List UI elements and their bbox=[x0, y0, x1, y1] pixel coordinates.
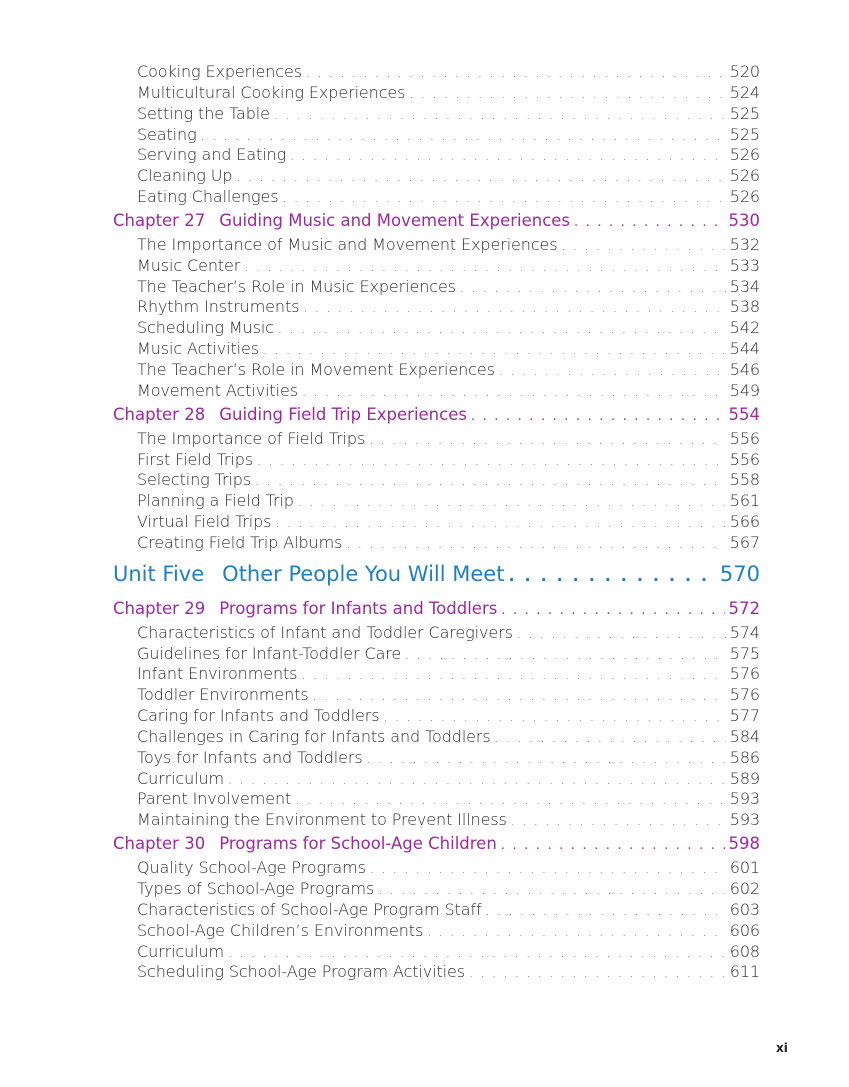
toc-entry[interactable] bbox=[137, 962, 760, 983]
toc-entry[interactable] bbox=[137, 727, 760, 748]
toc-entry[interactable] bbox=[137, 789, 760, 810]
chapter-name: Programs for School-Age Children bbox=[219, 834, 497, 854]
dot-leader bbox=[295, 793, 726, 808]
entry-title: Scheduling Music bbox=[137, 318, 274, 338]
toc-entry[interactable] bbox=[137, 685, 760, 706]
toc-entry[interactable] bbox=[137, 318, 760, 339]
toc-entry[interactable] bbox=[137, 339, 760, 360]
entry-title: Seating bbox=[137, 124, 197, 144]
chapter-number: Chapter 29 bbox=[113, 598, 206, 618]
entry-page: 566 bbox=[729, 512, 760, 532]
dot-leader bbox=[346, 537, 725, 552]
toc-entry[interactable] bbox=[137, 623, 760, 644]
entry-page: 603 bbox=[729, 899, 760, 919]
entry-page: 589 bbox=[729, 768, 760, 788]
toc-entry[interactable] bbox=[137, 104, 760, 125]
dot-leader bbox=[263, 343, 726, 358]
dot-leader bbox=[501, 838, 725, 853]
entry-page: 546 bbox=[729, 359, 760, 379]
dot-leader bbox=[257, 454, 726, 469]
dot-leader bbox=[201, 129, 726, 144]
entry-title: Movement Activities bbox=[137, 380, 298, 400]
entry-title: First Field Trips bbox=[137, 449, 254, 469]
entry-page: 575 bbox=[729, 643, 760, 663]
entry-page: 538 bbox=[729, 297, 760, 317]
entry-title: Scheduling School-Age Program Activities bbox=[137, 962, 466, 982]
dot-leader bbox=[511, 814, 726, 829]
entry-title: Parent Involvement bbox=[137, 789, 292, 809]
entry-title: Serving and Eating bbox=[137, 145, 287, 165]
entry-title: The Importance of Music and Movement Experiences bbox=[137, 234, 558, 254]
entry-title: Characteristics of Infant and Toddler Caregivers bbox=[137, 622, 513, 642]
toc-entry[interactable] bbox=[137, 810, 760, 831]
toc-entry[interactable] bbox=[137, 664, 760, 685]
dot-leader bbox=[290, 149, 726, 164]
entry-title: Cooking Experiences bbox=[137, 62, 302, 81]
chapter-name: Guiding Field Trip Experiences bbox=[219, 404, 467, 424]
entry-title: Guidelines for Infant-Toddler Care bbox=[137, 643, 402, 663]
toc-entry[interactable] bbox=[137, 921, 760, 942]
entry-title: Setting the Table bbox=[137, 103, 270, 123]
entry-page: 549 bbox=[729, 380, 760, 400]
entry-page: 525 bbox=[729, 103, 760, 123]
chapter-heading-28[interactable] bbox=[113, 405, 760, 429]
toc-entry[interactable] bbox=[137, 748, 760, 769]
dot-leader bbox=[508, 566, 715, 585]
toc-entry[interactable] bbox=[137, 381, 760, 402]
toc-entry[interactable] bbox=[137, 256, 760, 277]
entry-page: 544 bbox=[729, 339, 760, 359]
chapter-name: Programs for Infants and Toddlers bbox=[219, 598, 498, 618]
chapter-title bbox=[113, 405, 467, 424]
entry-title: Maintaining the Environment to Prevent Illness bbox=[137, 810, 507, 830]
toc-entry[interactable] bbox=[137, 900, 760, 921]
toc-entry[interactable] bbox=[137, 277, 760, 298]
entry-title: Toddler Environments bbox=[137, 685, 309, 705]
entry-page: 556 bbox=[729, 428, 760, 448]
dot-leader bbox=[469, 966, 726, 981]
dot-leader bbox=[427, 925, 726, 940]
chapter-page: 530 bbox=[728, 210, 760, 230]
entry-title: Characteristics of School-Age Program Staff bbox=[137, 899, 482, 919]
entry-title: Creating Field Trip Albums bbox=[137, 532, 343, 552]
toc-entry[interactable] bbox=[137, 235, 760, 256]
dot-leader bbox=[499, 364, 726, 379]
toc-entry[interactable] bbox=[137, 879, 760, 900]
chapter-page: 598 bbox=[728, 834, 760, 854]
unit-name: Other People You Will Meet bbox=[222, 561, 505, 586]
toc-entry[interactable] bbox=[137, 297, 760, 318]
dot-leader bbox=[384, 710, 726, 725]
toc-entry[interactable] bbox=[137, 512, 760, 533]
dot-leader bbox=[275, 516, 725, 531]
toc-entry[interactable] bbox=[137, 470, 760, 491]
entry-page: 576 bbox=[729, 664, 760, 684]
unit-page: 570 bbox=[719, 561, 760, 586]
dot-leader bbox=[378, 883, 726, 898]
dot-leader bbox=[367, 752, 726, 767]
dot-leader bbox=[405, 648, 726, 663]
entry-page: 556 bbox=[729, 449, 760, 469]
entry-title: Music Center bbox=[137, 255, 241, 275]
entry-page: 561 bbox=[729, 491, 760, 511]
entry-page: 534 bbox=[729, 276, 760, 296]
dot-leader bbox=[283, 191, 726, 206]
entry-page: 525 bbox=[729, 124, 760, 144]
entry-title: Infant Environments bbox=[137, 664, 298, 684]
toc-entry[interactable] bbox=[137, 706, 760, 727]
toc-entry[interactable] bbox=[137, 166, 760, 187]
chapter-heading-27[interactable] bbox=[113, 211, 760, 235]
toc-entry[interactable] bbox=[137, 145, 760, 166]
toc-entry[interactable] bbox=[137, 187, 760, 208]
entry-page: 593 bbox=[729, 810, 760, 830]
entry-page: 611 bbox=[729, 962, 760, 982]
entry-title: Curriculum bbox=[137, 941, 225, 961]
entry-title: Caring for Infants and Toddlers bbox=[137, 706, 380, 726]
entry-page: 533 bbox=[729, 255, 760, 275]
dot-leader bbox=[460, 281, 726, 296]
toc-entry[interactable] bbox=[137, 942, 760, 963]
entry-page: 576 bbox=[729, 685, 760, 705]
entry-page: 584 bbox=[729, 726, 760, 746]
chapter-heading-29[interactable] bbox=[113, 599, 760, 623]
chapter-page: 554 bbox=[728, 404, 760, 424]
dot-leader bbox=[302, 385, 726, 400]
entry-title: Quality School-Age Programs bbox=[137, 858, 366, 878]
dot-leader bbox=[574, 215, 724, 230]
dot-leader bbox=[303, 301, 725, 316]
entry-title: Challenges in Caring for Infants and Toddlers bbox=[137, 726, 491, 746]
dot-leader bbox=[485, 904, 725, 919]
toc-entry[interactable] bbox=[137, 450, 760, 471]
unit-number: Unit Five bbox=[113, 561, 205, 586]
chapter-number: Chapter 27 bbox=[113, 210, 206, 230]
dot-leader bbox=[501, 603, 724, 618]
page-number: xi bbox=[776, 1041, 788, 1055]
entry-page: 526 bbox=[729, 145, 760, 165]
entry-page: 532 bbox=[729, 234, 760, 254]
chapter-number: Chapter 30 bbox=[113, 834, 206, 854]
dot-leader bbox=[236, 170, 725, 185]
dot-leader bbox=[244, 260, 725, 275]
chapter-heading-30[interactable] bbox=[113, 834, 760, 858]
dot-leader bbox=[228, 946, 726, 961]
unit-title bbox=[113, 562, 504, 586]
chapter-number: Chapter 28 bbox=[113, 404, 206, 424]
dot-leader bbox=[306, 66, 726, 81]
entry-page: 593 bbox=[729, 789, 760, 809]
toc-entry[interactable] bbox=[137, 491, 760, 512]
toc-entry[interactable] bbox=[137, 125, 760, 146]
dot-leader bbox=[278, 322, 726, 337]
entry-title: Virtual Field Trips bbox=[137, 512, 272, 532]
entry-page: 567 bbox=[729, 532, 760, 552]
dot-leader bbox=[274, 108, 726, 123]
entry-page: 606 bbox=[729, 920, 760, 940]
entry-page: 558 bbox=[729, 470, 760, 490]
toc-entry[interactable] bbox=[137, 83, 760, 104]
dot-leader bbox=[471, 409, 725, 424]
entry-title: School-Age Children’s Environments bbox=[137, 920, 424, 940]
entry-title: Cleaning Up bbox=[137, 166, 233, 186]
dot-leader bbox=[370, 862, 726, 877]
dot-leader bbox=[298, 495, 726, 510]
entry-title: Music Activities bbox=[137, 339, 260, 359]
chapter-title bbox=[113, 599, 497, 618]
unit-heading-five[interactable] bbox=[113, 562, 760, 596]
toc-entry[interactable] bbox=[137, 62, 760, 83]
dot-leader bbox=[255, 474, 726, 489]
entry-page: 526 bbox=[729, 187, 760, 207]
table-of-contents bbox=[113, 62, 760, 983]
entry-page: 577 bbox=[729, 706, 760, 726]
dot-leader bbox=[369, 433, 726, 448]
toc-entry[interactable] bbox=[137, 858, 760, 879]
entry-page: 520 bbox=[729, 62, 760, 81]
chapter-page: 572 bbox=[728, 598, 760, 618]
toc-entry[interactable] bbox=[137, 644, 760, 665]
entry-page: 601 bbox=[729, 858, 760, 878]
entry-title: Planning a Field Trip bbox=[137, 491, 294, 511]
entry-title: Rhythm Instruments bbox=[137, 297, 300, 317]
entry-title: Multicultural Cooking Experiences bbox=[137, 82, 406, 102]
chapter-title bbox=[113, 211, 570, 230]
dot-leader bbox=[517, 627, 726, 642]
toc-entry[interactable] bbox=[137, 429, 760, 450]
toc-entry[interactable] bbox=[137, 533, 760, 554]
entry-page: 542 bbox=[729, 318, 760, 338]
dot-leader bbox=[495, 731, 726, 746]
dot-leader bbox=[313, 689, 726, 704]
entry-title: Selecting Trips bbox=[137, 470, 252, 490]
entry-page: 526 bbox=[729, 166, 760, 186]
dot-leader bbox=[562, 239, 726, 254]
chapter-name: Guiding Music and Movement Experiences bbox=[219, 210, 571, 230]
entry-page: 574 bbox=[729, 622, 760, 642]
entry-title: Types of School-Age Programs bbox=[137, 879, 375, 898]
entry-title: Curriculum bbox=[137, 768, 225, 788]
toc-entry[interactable] bbox=[137, 360, 760, 381]
entry-title: The Teacher’s Role in Music Experiences bbox=[137, 276, 456, 296]
entry-title: Toys for Infants and Toddlers bbox=[137, 747, 363, 767]
chapter-title bbox=[113, 834, 497, 853]
entry-page: 602 bbox=[729, 879, 760, 898]
entry-page: 524 bbox=[729, 82, 760, 102]
dot-leader bbox=[228, 773, 726, 788]
entry-title: The Teacher’s Role in Movement Experiences bbox=[137, 359, 495, 379]
dot-leader bbox=[409, 87, 725, 102]
entry-page: 586 bbox=[729, 747, 760, 767]
entry-title: The Importance of Field Trips bbox=[137, 428, 366, 448]
dot-leader bbox=[301, 668, 725, 683]
entry-title: Eating Challenges bbox=[137, 187, 279, 207]
toc-entry[interactable] bbox=[137, 769, 760, 790]
entry-page: 608 bbox=[729, 941, 760, 961]
